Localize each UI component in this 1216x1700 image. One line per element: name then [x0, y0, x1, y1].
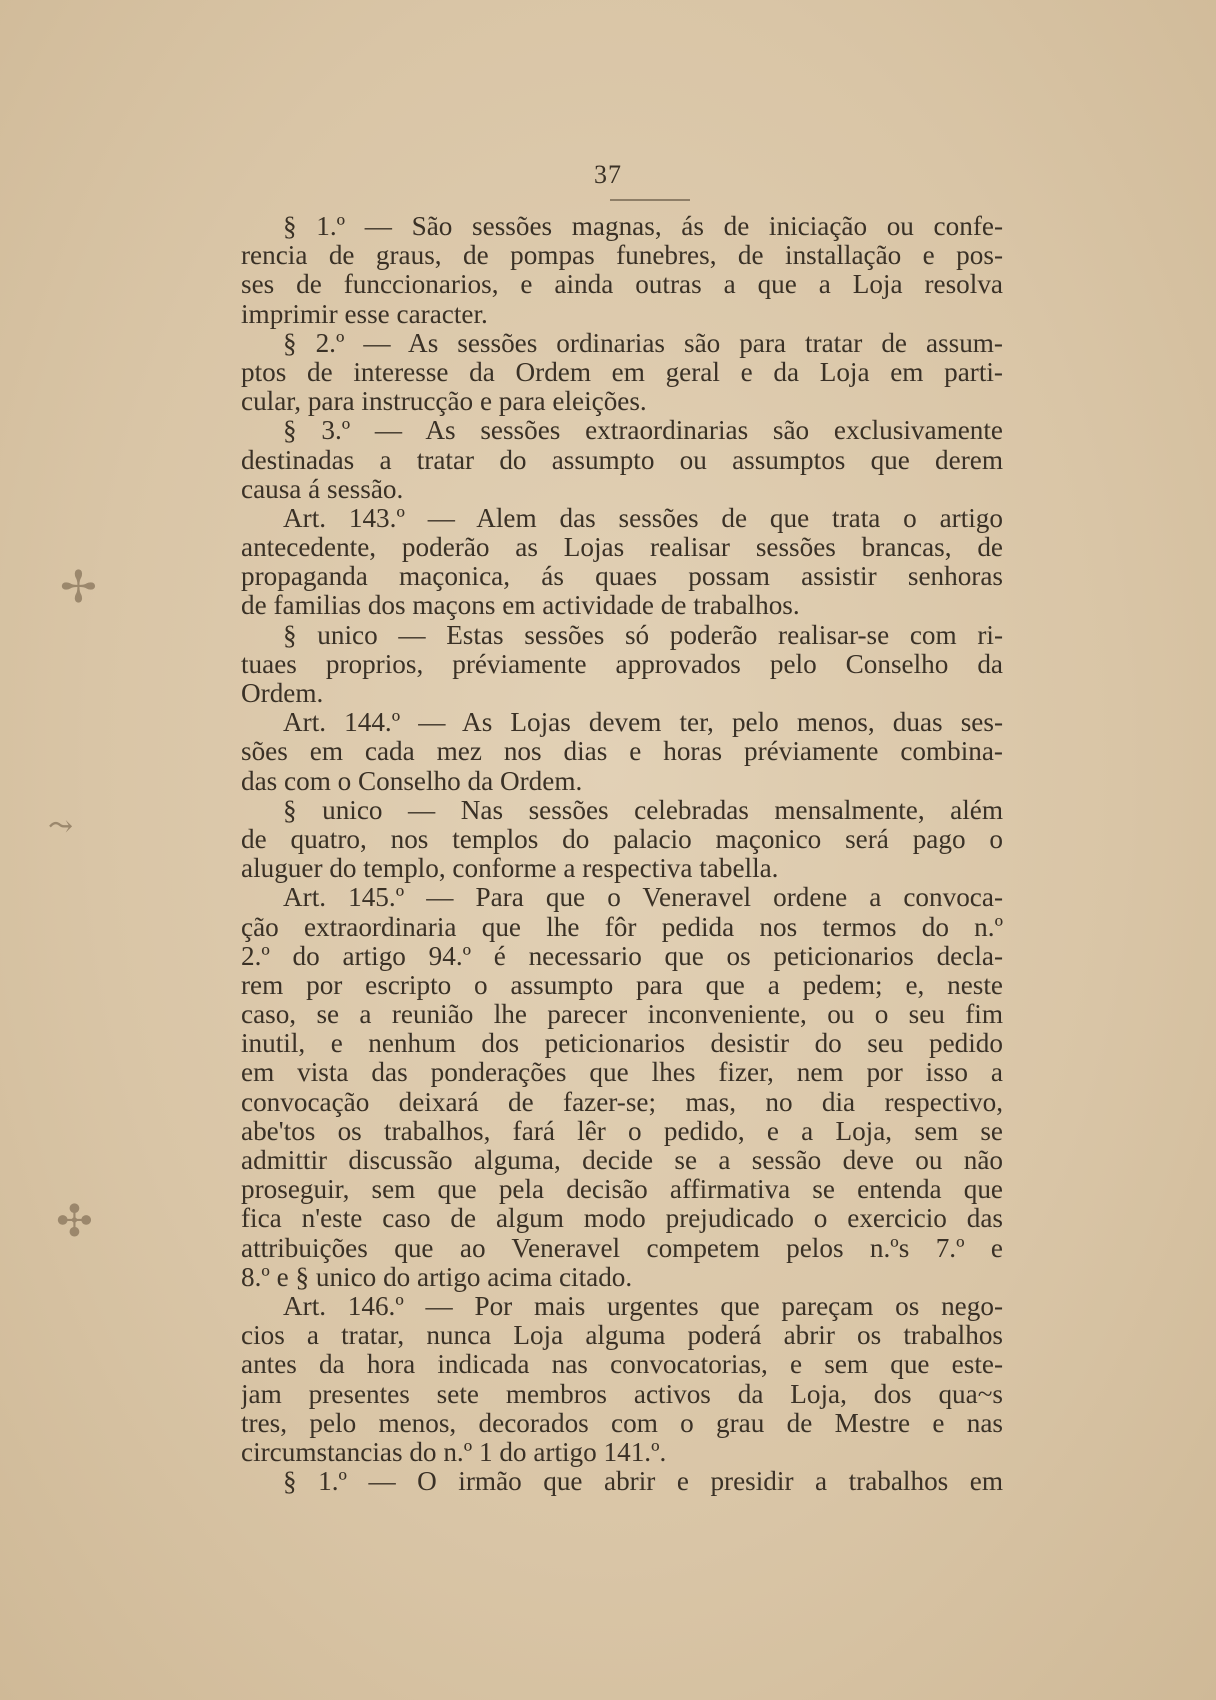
- text-line: propaganda maçonica, ás quaes possam assistir senhoras: [241, 562, 1003, 592]
- text-line: das com o Conselho da Ordem.: [241, 766, 583, 796]
- text-line: circumstancias do n.º 1 do artigo 141.º.: [241, 1437, 667, 1467]
- text-line: rem por escripto o assumpto para que a pedem; e, neste: [241, 970, 1003, 1000]
- text-line: tuaes proprios, préviamente approvados pelo Conselho da: [241, 649, 1003, 679]
- text-line: causa á sessão.: [241, 474, 404, 504]
- text-line: 8.º e § unico do artigo acima citado.: [241, 1262, 633, 1292]
- text-line: attribuições que ao Veneravel competem pelos n.ºs 7.º e: [241, 1233, 1003, 1263]
- text-line: Art. 143.º — Alem das sessões de que trata o artigo: [283, 503, 1003, 533]
- text-line: jam presentes sete membros activos da Loja, dos qua~s: [241, 1379, 1003, 1409]
- text-line: de familias dos maçons em actividade de trabalhos.: [241, 591, 800, 621]
- text-line: fica n'este caso de algum modo prejudicado o exercicio das: [241, 1204, 1003, 1234]
- text-line: 2.º do artigo 94.º é necessario que os peticionarios decla-: [241, 941, 1003, 971]
- text-line: em vista das ponderações que lhes fizer, nem por isso a: [241, 1058, 1003, 1088]
- page-number-rule: [610, 199, 690, 201]
- text-line: antes da hora indicada nas convocatorias, e sem que este-: [241, 1350, 1003, 1380]
- text-line: § unico — Nas sessões celebradas mensalmente, além: [283, 795, 1003, 825]
- text-line: § 3.º — As sessões extraordinarias são exclusivamente: [283, 416, 1003, 446]
- text-line: § unico — Estas sessões só poderão realisar-se com ri-: [283, 620, 1003, 650]
- body-text: [241, 212, 1003, 1496]
- text-line: cios a tratar, nunca Loja alguma poderá abrir os trabalhos: [241, 1321, 1003, 1351]
- text-line: § 1.º — São sessões magnas, ás de iniciação ou confe-: [283, 212, 1003, 241]
- text-line: Art. 144.º — As Lojas devem ter, pelo menos, duas ses-: [283, 708, 1003, 738]
- text-line: antecedente, poderão as Lojas realisar sessões brancas, de: [241, 533, 1003, 563]
- margin-mark-middle: ⤳: [48, 810, 74, 843]
- text-line: proseguir, sem que pela decisão affirmativa se entenda que: [241, 1175, 1003, 1205]
- margin-mark-bottom: ✣: [56, 1197, 93, 1246]
- text-line: Art. 145.º — Para que o Veneravel ordene a convoca-: [283, 883, 1003, 913]
- text-line: cular, para instrucção e para eleições.: [241, 387, 647, 417]
- text-line: sões em cada mez nos dias e horas préviamente combina-: [241, 737, 1003, 767]
- text-line: tres, pelo menos, decorados com o grau de Mestre e nas: [241, 1408, 1003, 1438]
- text-line: destinadas a tratar do assumpto ou assumptos que derem: [241, 445, 1003, 475]
- text-line: de quatro, nos templos do palacio maçonico será pago o: [241, 824, 1003, 854]
- text-line: aluguer do templo, conforme a respectiva tabella.: [241, 854, 779, 884]
- text-line: imprimir esse caracter.: [241, 299, 488, 329]
- text-line: convocação deixará de fazer-se; mas, no dia respectivo,: [241, 1087, 1003, 1117]
- text-line: Ordem.: [241, 679, 324, 708]
- page-number: 37: [594, 160, 622, 189]
- text-line: ptos de interesse da Ordem em geral e da Loja em parti-: [241, 357, 1003, 387]
- text-line: § 2.º — As sessões ordinarias são para tratar de assum-: [283, 328, 1003, 358]
- text-line: ção extraordinaria que lhe fôr pedida nos termos do n.º: [241, 912, 1003, 942]
- text-line: admittir discussão alguma, decide se a sessão deve ou não: [241, 1146, 1003, 1175]
- text-line: ses de funccionarios, e ainda outras a que a Loja resolva: [241, 270, 1003, 300]
- text-line: inutil, e nenhum dos peticionarios desistir do seu pedido: [241, 1029, 1003, 1059]
- text-line: § 1.º — O irmão que abrir e presidir a trabalhos em: [283, 1467, 1003, 1497]
- text-line: Art. 146.º — Por mais urgentes que pareçam os nego-: [283, 1291, 1003, 1321]
- text-line: abe'tos os trabalhos, fará lêr o pedido, e a Loja, sem se: [241, 1116, 1003, 1146]
- margin-mark-top: ✢: [60, 563, 97, 612]
- text-line: rencia de graus, de pompas funebres, de installação e pos-: [241, 241, 1003, 271]
- text-line: caso, se a reunião lhe parecer inconveniente, ou o seu fim: [241, 1000, 1003, 1030]
